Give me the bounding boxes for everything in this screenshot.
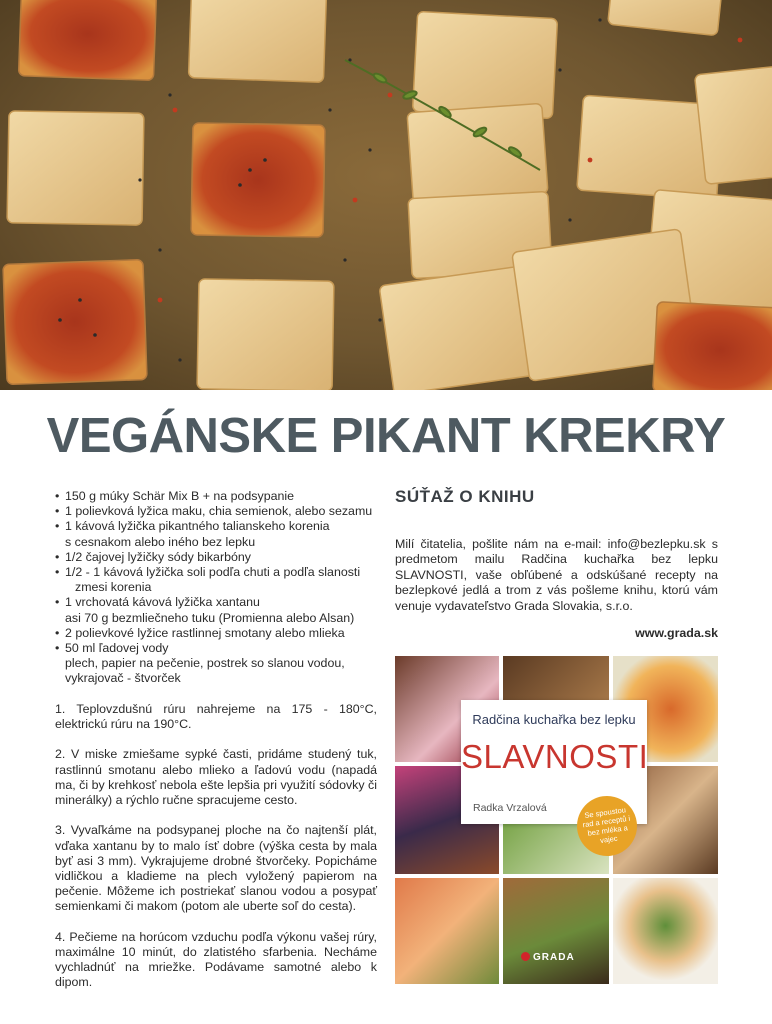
ingredient-item: • 50 ml ľadovej vody plech, papier na pečenie, postrek so slanou vodou, vykrajovač - štvorček [55, 641, 377, 687]
contest-text: Milí čitatelia, pošlite nám na e-mail: info@bezlepku.sk s predmetom mailu Radčina kuchařka bez lepku SLAVNOSTI, vaše obľúbené a odskúšané recepty na bezlepkové jedlá a trom z vás pošleme knihu, ktorú vám venuje vydavateľstvo Grada Slovakia, s.r.o. [395, 537, 718, 613]
cover-photo-salmon [395, 878, 499, 984]
publisher-logo: GRADA [521, 952, 575, 963]
step-1: 1. Teplovzdušnú rúru nahrejeme na 175 - 180°C, elektrickú rúru na 190°C. [55, 701, 377, 732]
book-cover [395, 656, 718, 984]
contest-title: SÚŤAŽ O KNIHU [395, 487, 535, 506]
steps [55, 702, 377, 991]
book-title: SLAVNOSTI [461, 738, 649, 775]
ingredients-list [55, 489, 377, 687]
step-2: 2. V miske zmiešame sypké časti, pridáme studený tuk, rastlinnú smotanu alebo mlieko a ľadovú vodu (napadá ma, či by krehkosť nebola ešte lepšia pri využití sódovky či minerálky) a rýchlo ručne spracujeme cesto. [55, 747, 377, 808]
cover-photo-quiche [613, 878, 718, 984]
publisher-link[interactable]: www.grada.sk [635, 626, 718, 641]
recipe-column [55, 489, 377, 1006]
ingredient-item: • 1/2 čajovej lyžičky sódy bikarbóny [55, 550, 377, 565]
ingredient-item: • 1 vrchovatá kávová lyžička xantanu asi 70 g bezmliečneho tuku (Promienna alebo Alsan) [55, 595, 377, 625]
ingredient-item: • 150 g múky Schär Mix B + na podsypanie [55, 489, 377, 504]
step-4: 4. Pečieme na horúcom vzduchu podľa výkonu vašej rúry, maximálne 10 minút, do zlatistého sfarbenia. Necháme vychladnúť na mriežke. Podávame samotné alebo k dipom. [55, 929, 377, 990]
book-author: Radka Vrzalová [473, 802, 547, 814]
step-3: 3. Vyvaľkáme na podsypanej ploche na čo najtenší plát, vďaka xantanu by to malo ísť dobre (výška cesta by mala byť asi 3 mm). Vykrajujeme drobné štvorčeky. Popicháme vidličkou a kladieme na plech vyložený papierom na pečenie. Môžeme ich postriekať slanou vodou a posypať semienkami či makom (potom ale uberte soľ do cesta). [55, 823, 377, 914]
cover-photo-soup [503, 878, 609, 984]
ingredient-item: • 2 polievkové lyžice rastlinnej smotany alebo mlieka [55, 626, 377, 641]
ingredient-item: • 1 polievková lyžica maku, chia semienok, alebo sezamu [55, 504, 377, 519]
recipe-title: VEGÁNSKE PIKANT KREKRY [46, 409, 726, 463]
book-subtitle: Radčina kuchařka bez lepku [472, 712, 636, 727]
ingredient-item: • 1/2 - 1 kávová lyžička soli podľa chuti a podľa slanosti zmesi korenia [55, 565, 377, 595]
crackers-illustration [0, 0, 772, 390]
contest-section [395, 487, 718, 640]
hero-photo-crackers [0, 0, 772, 390]
ingredient-item: • 1 kávová lyžička pikantného talianskeho korenia s cesnakom alebo iného bez lepku [55, 519, 377, 549]
book-badge: Se spoustou rad a receptů i bez mléka a vajec [573, 792, 641, 860]
